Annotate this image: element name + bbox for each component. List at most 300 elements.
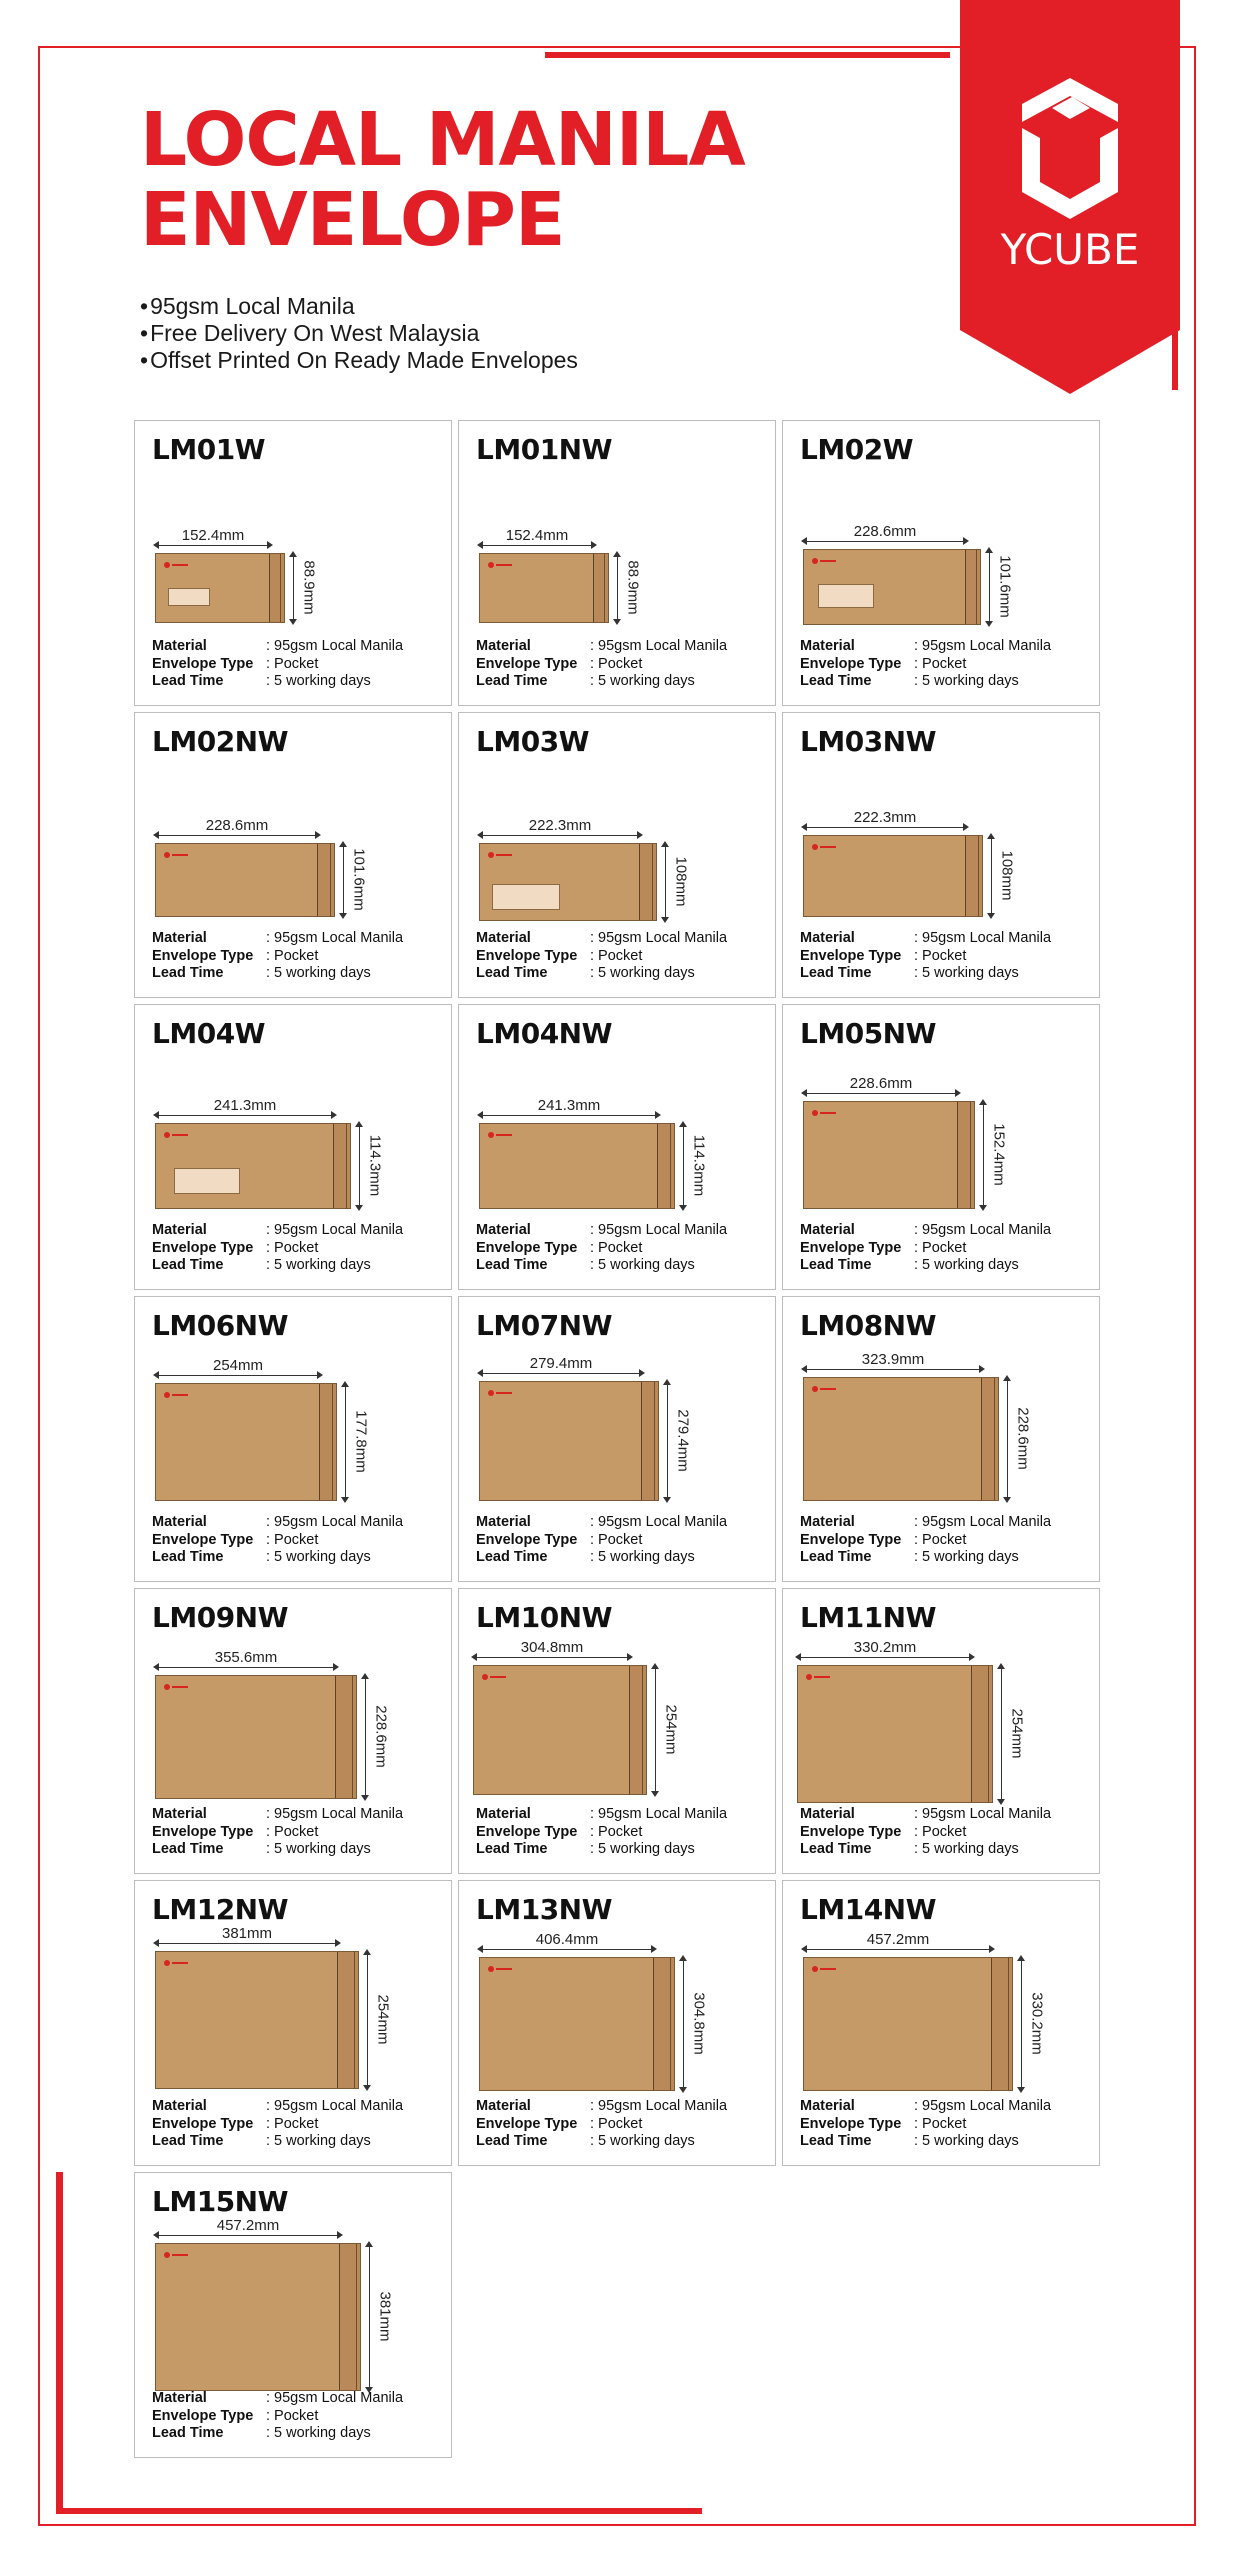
spec-label: Lead Time (476, 2133, 548, 2149)
spec-row (476, 1532, 727, 1550)
envelope-flap (317, 844, 334, 916)
spec-value: : 95gsm Local Manila (590, 1514, 728, 1530)
height-label: 88.9mm (624, 560, 642, 615)
product-code: LM04NW (476, 1017, 612, 1050)
product-card (134, 1880, 452, 2166)
spec-value: : Pocket (266, 1239, 319, 1256)
product-code: LM02W (800, 433, 914, 466)
width-arrow (155, 545, 271, 546)
width-label: 152.4mm (181, 527, 245, 544)
width-arrow (479, 1949, 655, 1950)
spec-value: : 95gsm Local Manila (266, 2098, 404, 2114)
spec-value: : Pocket (266, 947, 319, 964)
spec-value: : 5 working days (590, 2133, 695, 2149)
spec-value: : 5 working days (914, 673, 1019, 689)
height-label: 254mm (374, 1994, 392, 2045)
spec-label: Lead Time (800, 1257, 872, 1273)
spec-row (152, 656, 403, 674)
spec-label: Envelope Type (476, 1531, 578, 1548)
width-label: 254mm (212, 1357, 264, 1374)
spec-table (476, 1222, 727, 1275)
height-label: 177.8mm (352, 1410, 370, 1473)
width-label: 241.3mm (537, 1097, 601, 1114)
spec-value: : 5 working days (914, 1257, 1019, 1273)
ycube-logo (960, 0, 1180, 394)
width-label: 323.9mm (861, 1351, 925, 1368)
spec-row (152, 1532, 403, 1550)
spec-label: Envelope Type (800, 1239, 902, 1256)
spec-value: : Pocket (590, 1531, 643, 1548)
spec-value: : 5 working days (266, 1841, 371, 1857)
spec-label: Lead Time (476, 1257, 548, 1273)
spec-value: : 5 working days (266, 2425, 371, 2441)
spec-label: Material (152, 1222, 207, 1238)
spec-label: Lead Time (152, 673, 224, 689)
spec-value: : 95gsm Local Manila (590, 1222, 728, 1238)
envelope-flap (981, 1378, 998, 1500)
height-arrow (667, 1381, 668, 1501)
spec-label: Envelope Type (152, 947, 254, 964)
product-card (458, 712, 776, 998)
spec-value: : 5 working days (266, 1257, 371, 1273)
width-arrow (155, 835, 319, 836)
spec-value: : Pocket (266, 2115, 319, 2132)
title-line-1: LOCAL MANILA (140, 97, 745, 183)
spec-label: Material (476, 1806, 531, 1822)
envelope-illustration (473, 1665, 647, 1795)
spec-label: Envelope Type (152, 2115, 254, 2132)
height-arrow (989, 549, 990, 625)
width-label: 222.3mm (853, 809, 917, 826)
bottom-accent-bar (56, 2508, 702, 2514)
spec-row (800, 1514, 1051, 1532)
spec-label: Lead Time (476, 1549, 548, 1565)
spec-row (476, 1549, 727, 1567)
product-card (782, 1296, 1100, 1582)
spec-row (152, 1222, 403, 1240)
spec-label: Material (152, 930, 207, 946)
spec-value: : 5 working days (914, 2133, 1019, 2149)
spec-value: : 5 working days (590, 1549, 695, 1565)
spec-table (152, 1222, 403, 1275)
envelope-flap (333, 1124, 350, 1208)
spec-label: Envelope Type (476, 2115, 578, 2132)
height-label: 88.9mm (300, 560, 318, 615)
product-card (782, 1880, 1100, 2166)
product-code: LM01NW (476, 433, 612, 466)
spec-value: : 5 working days (914, 1841, 1019, 1857)
spec-table (800, 1222, 1051, 1275)
product-card (458, 420, 776, 706)
product-card (458, 1588, 776, 1874)
spec-row (800, 1532, 1051, 1550)
spec-label: Material (476, 2098, 531, 2114)
spec-label: Material (800, 638, 855, 654)
envelope-window (168, 588, 210, 606)
spec-row (800, 1841, 1051, 1859)
envelope-flap (593, 554, 608, 622)
width-label: 228.6mm (853, 523, 917, 540)
spec-row (476, 1222, 727, 1240)
spec-label: Envelope Type (476, 1239, 578, 1256)
height-arrow (665, 843, 666, 921)
spec-table (152, 638, 403, 691)
envelope-flap (971, 1666, 992, 1802)
width-arrow (155, 1667, 337, 1668)
envelope-illustration (803, 835, 983, 917)
spec-value: : 95gsm Local Manila (914, 1514, 1052, 1530)
spec-value: : 5 working days (590, 673, 695, 689)
product-card (782, 1588, 1100, 1874)
spec-value: : 95gsm Local Manila (266, 1222, 404, 1238)
height-arrow (1021, 1957, 1022, 2091)
width-arrow (803, 541, 967, 542)
product-code: LM15NW (152, 2185, 288, 2218)
spec-value: : Pocket (590, 1239, 643, 1256)
spec-row (800, 1824, 1051, 1842)
spec-row (152, 1257, 403, 1275)
width-label: 304.8mm (520, 1639, 584, 1656)
product-card (458, 1296, 776, 1582)
spec-value: : 95gsm Local Manila (266, 1514, 404, 1530)
spec-row (476, 2116, 727, 2134)
spec-row (152, 930, 403, 948)
envelope-illustration (155, 1675, 357, 1799)
product-card (134, 1588, 452, 1874)
product-card (782, 712, 1100, 998)
spec-value: : 95gsm Local Manila (266, 930, 404, 946)
width-label: 406.4mm (535, 1931, 599, 1948)
spec-table (152, 930, 403, 983)
spec-label: Material (800, 2098, 855, 2114)
spec-row (800, 638, 1051, 656)
title-line-2: ENVELOPE (140, 177, 565, 263)
spec-label: Lead Time (800, 673, 872, 689)
spec-value: : 5 working days (266, 965, 371, 981)
envelope-flap (319, 1384, 336, 1500)
envelope-logo-icon (488, 562, 512, 569)
spec-value: : 5 working days (914, 1549, 1019, 1565)
envelope-flap (337, 1952, 358, 2088)
product-code: LM10NW (476, 1601, 612, 1634)
spec-label: Envelope Type (152, 655, 254, 672)
spec-value: : Pocket (914, 2115, 967, 2132)
spec-label: Material (152, 2390, 207, 2406)
envelope-logo-icon (488, 852, 512, 859)
spec-label: Envelope Type (152, 1823, 254, 1840)
spec-value: : Pocket (266, 2407, 319, 2424)
product-code: LM06NW (152, 1309, 288, 1342)
height-label: 108mm (998, 850, 1016, 901)
envelope-window (174, 1168, 240, 1194)
envelope-logo-icon (164, 852, 188, 859)
height-label: 254mm (662, 1704, 680, 1755)
spec-value: : 95gsm Local Manila (590, 2098, 728, 2114)
height-arrow (1007, 1377, 1008, 1501)
spec-row (476, 930, 727, 948)
spec-row (152, 1549, 403, 1567)
envelope-flap (657, 1124, 674, 1208)
feature-list (140, 293, 578, 374)
spec-row (152, 638, 403, 656)
envelope-illustration (155, 553, 285, 623)
spec-value: : Pocket (590, 947, 643, 964)
height-label: 114.3mm (690, 1134, 708, 1197)
spec-label: Lead Time (800, 2133, 872, 2149)
spec-label: Lead Time (152, 2133, 224, 2149)
spec-value: : Pocket (590, 2115, 643, 2132)
spec-value: : 5 working days (590, 1257, 695, 1273)
spec-row (800, 656, 1051, 674)
spec-value: : 5 working days (590, 965, 695, 981)
envelope-logo-icon (488, 1132, 512, 1139)
product-card (782, 1004, 1100, 1290)
envelope-logo-icon (488, 1390, 512, 1397)
spec-row (152, 2098, 403, 2116)
width-arrow (473, 1657, 631, 1658)
envelope-flap (965, 836, 982, 916)
spec-value: : Pocket (266, 1531, 319, 1548)
width-arrow (479, 1115, 659, 1116)
spec-label: Envelope Type (800, 2115, 902, 2132)
height-arrow (683, 1123, 684, 1209)
height-label: 279.4mm (674, 1409, 692, 1472)
spec-value: : Pocket (914, 1823, 967, 1840)
envelope-illustration (479, 1381, 659, 1501)
envelope-flap (269, 554, 284, 622)
width-label: 457.2mm (866, 1931, 930, 1948)
product-card (134, 2172, 452, 2458)
spec-row (152, 2133, 403, 2151)
envelope-illustration (479, 843, 657, 921)
left-accent-bar (56, 2172, 63, 2514)
height-label: 330.2mm (1028, 1992, 1046, 2055)
height-arrow (991, 835, 992, 917)
envelope-illustration (155, 2243, 361, 2391)
envelope-illustration (155, 1123, 351, 1209)
spec-row (476, 656, 727, 674)
spec-label: Material (152, 1514, 207, 1530)
spec-row (476, 638, 727, 656)
width-label: 381mm (221, 1925, 273, 1942)
height-arrow (345, 1383, 346, 1501)
spec-row (476, 1841, 727, 1859)
envelope-logo-icon (164, 2252, 188, 2259)
product-card (458, 1004, 776, 1290)
envelope-flap (991, 1958, 1012, 2090)
envelope-illustration (155, 843, 335, 917)
spec-row (800, 2133, 1051, 2151)
spec-value: : Pocket (266, 1823, 319, 1840)
spec-row (152, 965, 403, 983)
spec-value: : 95gsm Local Manila (914, 1806, 1052, 1822)
height-arrow (359, 1123, 360, 1209)
height-label: 101.6mm (996, 555, 1014, 618)
width-arrow (803, 827, 967, 828)
product-code: LM04W (152, 1017, 266, 1050)
envelope-illustration (797, 1665, 993, 1803)
spec-table (476, 1806, 727, 1859)
spec-table (800, 2098, 1051, 2151)
envelope-flap (965, 550, 980, 624)
height-label: 114.3mm (366, 1134, 384, 1197)
width-label: 228.6mm (849, 1075, 913, 1092)
spec-value: : 95gsm Local Manila (266, 1806, 404, 1822)
envelope-logo-icon (164, 562, 188, 569)
envelope-logo-icon (164, 1392, 188, 1399)
spec-label: Material (476, 930, 531, 946)
envelope-flap (957, 1102, 974, 1208)
product-card (458, 1880, 776, 2166)
spec-label: Envelope Type (476, 655, 578, 672)
product-card (134, 712, 452, 998)
envelope-flap (653, 1958, 674, 2090)
height-arrow (365, 1675, 366, 1799)
envelope-logo-icon (812, 1110, 836, 1117)
product-code: LM13NW (476, 1893, 612, 1926)
height-label: 228.6mm (1014, 1407, 1032, 1470)
spec-label: Material (476, 1222, 531, 1238)
spec-value: : 95gsm Local Manila (590, 1806, 728, 1822)
height-arrow (683, 1957, 684, 2091)
height-arrow (983, 1101, 984, 1209)
height-arrow (293, 553, 294, 623)
spec-value: : 95gsm Local Manila (266, 2390, 404, 2406)
spec-row (152, 1824, 403, 1842)
width-arrow (797, 1657, 973, 1658)
envelope-flap (639, 844, 656, 920)
spec-label: Lead Time (152, 1841, 224, 1857)
envelope-logo-icon (482, 1674, 506, 1681)
spec-value: : Pocket (914, 1239, 967, 1256)
spec-value: : 5 working days (914, 965, 1019, 981)
spec-row (800, 1240, 1051, 1258)
spec-value: : Pocket (914, 1531, 967, 1548)
spec-table (476, 638, 727, 691)
envelope-logo-icon (164, 1132, 188, 1139)
spec-row (800, 965, 1051, 983)
height-arrow (367, 1951, 368, 2089)
envelope-illustration (803, 549, 981, 625)
spec-value: : 95gsm Local Manila (914, 1222, 1052, 1238)
feature-item: • 95gsm Local Manila (140, 293, 578, 320)
product-code: LM08NW (800, 1309, 936, 1342)
product-card (134, 1296, 452, 1582)
width-label: 222.3mm (528, 817, 592, 834)
envelope-illustration (803, 1377, 999, 1501)
spec-value: : 5 working days (266, 2133, 371, 2149)
spec-table (800, 1806, 1051, 1859)
spec-row (152, 1841, 403, 1859)
envelope-logo-icon (164, 1960, 188, 1967)
height-arrow (369, 2243, 370, 2391)
spec-label: Envelope Type (152, 1531, 254, 1548)
spec-label: Lead Time (152, 1257, 224, 1273)
width-label: 228.6mm (205, 817, 269, 834)
height-arrow (655, 1665, 656, 1795)
width-arrow (803, 1369, 983, 1370)
spec-label: Envelope Type (800, 947, 902, 964)
width-label: 355.6mm (214, 1649, 278, 1666)
spec-value: : Pocket (266, 655, 319, 672)
width-arrow (479, 545, 595, 546)
spec-row (476, 1806, 727, 1824)
product-code: LM05NW (800, 1017, 936, 1050)
spec-row (476, 2098, 727, 2116)
spec-label: Material (800, 1806, 855, 1822)
spec-row (152, 1514, 403, 1532)
product-card (134, 1004, 452, 1290)
spec-value: : 95gsm Local Manila (914, 2098, 1052, 2114)
spec-label: Material (152, 2098, 207, 2114)
product-card (134, 420, 452, 706)
spec-label: Lead Time (476, 673, 548, 689)
spec-label: Material (152, 1806, 207, 1822)
spec-row (800, 948, 1051, 966)
spec-label: Lead Time (476, 1841, 548, 1857)
spec-table (476, 2098, 727, 2151)
spec-row (152, 1240, 403, 1258)
product-code: LM11NW (800, 1601, 936, 1634)
height-arrow (343, 843, 344, 917)
spec-value: : Pocket (914, 947, 967, 964)
spec-row (476, 673, 727, 691)
spec-row (800, 1806, 1051, 1824)
product-code: LM14NW (800, 1893, 936, 1926)
envelope-flap (335, 1676, 356, 1798)
height-label: 101.6mm (350, 848, 368, 911)
envelope-illustration (803, 1101, 975, 1209)
spec-table (152, 1514, 403, 1567)
spec-value: : Pocket (914, 655, 967, 672)
spec-row (476, 1824, 727, 1842)
spec-table (800, 638, 1051, 691)
envelope-flap (641, 1382, 658, 1500)
envelope-logo-icon (164, 1684, 188, 1691)
spec-label: Envelope Type (476, 1823, 578, 1840)
height-arrow (1001, 1665, 1002, 1803)
spec-label: Lead Time (152, 2425, 224, 2441)
spec-label: Lead Time (800, 965, 872, 981)
spec-value: : 95gsm Local Manila (914, 930, 1052, 946)
spec-label: Material (800, 1222, 855, 1238)
spec-label: Envelope Type (800, 655, 902, 672)
spec-table (152, 2098, 403, 2151)
spec-table (800, 1514, 1051, 1567)
spec-value: : Pocket (590, 1823, 643, 1840)
envelope-illustration (479, 553, 609, 623)
envelope-logo-icon (812, 844, 836, 851)
spec-value: : 95gsm Local Manila (590, 930, 728, 946)
spec-row (152, 2116, 403, 2134)
width-arrow (803, 1093, 959, 1094)
spec-label: Envelope Type (152, 2407, 254, 2424)
spec-label: Material (476, 1514, 531, 1530)
spec-label: Lead Time (476, 965, 548, 981)
spec-row (800, 2116, 1051, 2134)
height-label: 304.8mm (690, 1992, 708, 2055)
spec-label: Lead Time (152, 965, 224, 981)
width-label: 152.4mm (505, 527, 569, 544)
spec-row (152, 948, 403, 966)
envelope-logo-icon (812, 1386, 836, 1393)
spec-value: : 95gsm Local Manila (266, 638, 404, 654)
logo-wordmark: YCUBE (1000, 225, 1140, 274)
spec-table (152, 1806, 403, 1859)
envelope-logo-icon (488, 1966, 512, 1973)
spec-row (152, 2390, 403, 2408)
spec-row (476, 1240, 727, 1258)
